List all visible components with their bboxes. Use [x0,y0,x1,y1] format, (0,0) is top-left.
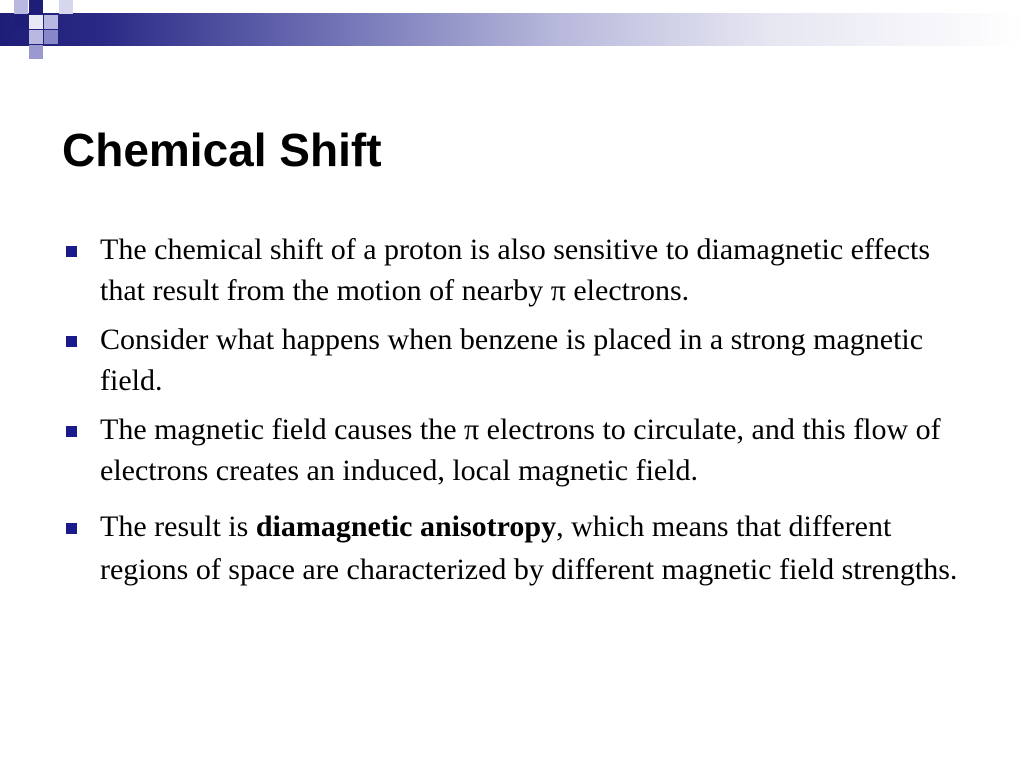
square-bullet-icon [66,426,77,437]
decorative-square [59,0,73,14]
bullet-item [62,505,972,591]
bullet-text: The chemical shift of a proton is also sensitive to diamagnetic effects that result from the motion of nearby π electrons. [100,233,931,307]
bullet-text-emphasis: diamagnetic anisotropy [255,510,557,543]
bullet-text-prefix: The result is [100,510,256,543]
slide-title: Chemical Shift [62,124,382,176]
bullet-text: Consider what happens when benzene is placed in a strong magnetic field. [100,323,924,397]
decorative-square [44,30,58,44]
square-bullet-icon [66,336,77,347]
decorative-square [29,45,43,59]
header-decoration-band [0,13,1024,46]
bullet-text-suffix: , which means that different regions of space are characterized by different magnetic field strengths. [100,510,958,586]
square-bullet-icon [66,246,77,257]
decorative-square [14,15,28,29]
bullet-item [62,229,972,311]
bullet-text: The magnetic field causes the π electrons to circulate, and this flow of electrons creates an induced, local magnetic field. [100,413,941,487]
decorative-square [29,0,43,14]
decorative-square [14,0,28,14]
bullet-list [62,229,972,599]
bullet-item [62,409,972,491]
square-bullet-icon [66,523,77,534]
bullet-item [62,319,972,401]
decorative-square [29,15,43,29]
decorative-square [29,30,43,44]
decorative-square [44,15,58,29]
